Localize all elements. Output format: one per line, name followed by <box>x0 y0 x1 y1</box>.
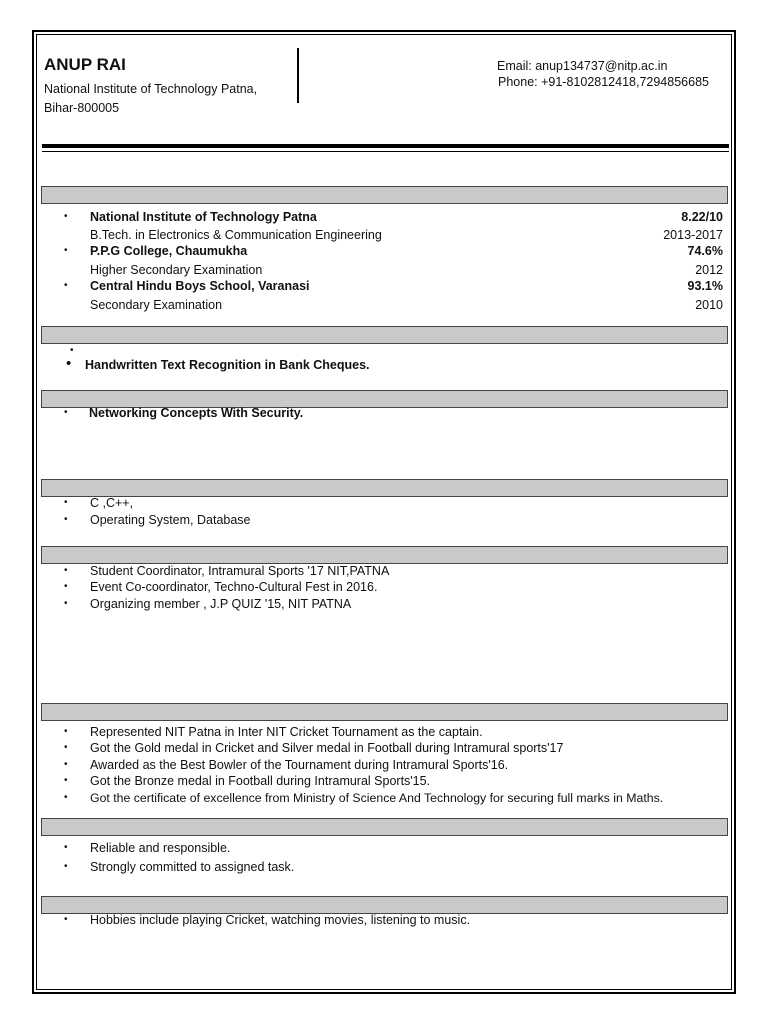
achievement-item <box>0 758 768 774</box>
strength-text: Strongly committed to assigned task. <box>90 860 295 874</box>
education-detail <box>0 228 768 244</box>
achievement-text: Got the Bronze medal in Football during Intramural Sports'15. <box>90 774 431 788</box>
bullet: • <box>64 861 68 872</box>
bullet: • <box>64 581 68 592</box>
achievement-item <box>0 774 768 790</box>
section-bar-strengths <box>41 818 728 836</box>
bullet: • <box>64 514 68 525</box>
bullet: • <box>64 565 68 576</box>
header-divider <box>297 48 299 103</box>
bullet: • <box>64 497 68 508</box>
bullet: • <box>64 407 68 418</box>
institute-line: National Institute of Technology Patna, <box>44 82 258 96</box>
section-bar-skills <box>41 479 728 497</box>
bullet: • <box>64 726 68 737</box>
bullet: • <box>70 345 74 356</box>
achievement-text: Represented NIT Patna in Inter NIT Cricket Tournament as the captain. <box>90 725 483 739</box>
achievement-text: Awarded as the Best Bowler of the Tournament during Intramural Sports'16. <box>90 758 509 772</box>
hobby-text: Hobbies include playing Cricket, watching movies, listening to music. <box>90 913 471 927</box>
header-rule-thin <box>42 151 729 152</box>
bullet: • <box>64 211 68 222</box>
section-bar-hobbies <box>41 896 728 914</box>
position-text: Organizing member , J.P QUIZ '15, NIT PATNA <box>90 597 352 611</box>
achievement-item <box>0 725 768 741</box>
position-item <box>0 564 768 580</box>
project-title: Handwritten Text Recognition in Bank Cheques. <box>85 358 370 372</box>
contact-block <box>497 58 709 90</box>
degree: B.Tech. in Electronics & Communication Engineering <box>90 228 382 242</box>
position-item <box>0 597 768 613</box>
address-block <box>44 80 257 118</box>
year: 2013-2017 <box>663 228 723 242</box>
position-text: Student Coordinator, Intramural Sports '17 NIT,PATNA <box>90 564 390 578</box>
bullet: • <box>64 245 68 256</box>
strength-item <box>0 841 768 857</box>
bullet: • <box>64 598 68 609</box>
achievement-item <box>0 791 768 807</box>
skill-item <box>0 496 768 512</box>
training-title: Networking Concepts With Security. <box>89 406 304 420</box>
score: 74.6% <box>687 244 723 258</box>
achievement-text: Got the certificate of excellence from Ministry of Science And Technology for securing full marks in Maths. <box>90 791 664 805</box>
hobby-item <box>0 913 768 929</box>
achievement-item <box>0 741 768 757</box>
strength-item <box>0 860 768 876</box>
year: 2012 <box>695 263 723 277</box>
section-bar-positions <box>41 546 728 564</box>
achievement-text: Got the Gold medal in Cricket and Silver medal in Football during Intramural sports'17 <box>90 741 564 755</box>
project-item <box>0 355 768 374</box>
phone-line: Phone: +91-8102812418,7294856685 <box>498 75 709 89</box>
candidate-name: ANUP RAI <box>44 55 126 74</box>
email-line: Email: anup134737@nitp.ac.in <box>497 59 668 73</box>
address-line: Bihar-800005 <box>44 101 120 115</box>
score: 93.1% <box>687 279 723 293</box>
education-detail <box>0 298 768 314</box>
bullet: • <box>64 742 68 753</box>
strength-text: Reliable and responsible. <box>90 841 231 855</box>
bullet: • <box>64 842 68 853</box>
position-text: Event Co-coordinator, Techno-Cultural Fest in 2016. <box>90 580 378 594</box>
bullet: • <box>64 914 68 925</box>
training-item <box>0 406 768 422</box>
education-item <box>0 210 768 226</box>
bullet: • <box>66 355 72 372</box>
skill-item <box>0 513 768 529</box>
skill-text: C ,C++, <box>90 496 134 510</box>
education-item <box>0 244 768 260</box>
school-name: National Institute of Technology Patna <box>90 210 317 224</box>
section-bar-education <box>41 186 728 204</box>
school-name: P.P.G College, Chaumukha <box>90 244 248 258</box>
year: 2010 <box>695 298 723 312</box>
school-name: Central Hindu Boys School, Varanasi <box>90 279 310 293</box>
degree: Secondary Examination <box>90 298 223 312</box>
bullet: • <box>64 280 68 291</box>
section-bar-achievements <box>41 703 728 721</box>
skill-text: Operating System, Database <box>90 513 251 527</box>
degree: Higher Secondary Examination <box>90 263 263 277</box>
education-detail <box>0 263 768 279</box>
bullet: • <box>64 775 68 786</box>
section-bar-project <box>41 326 728 344</box>
bullet: • <box>64 759 68 770</box>
header-rule <box>42 144 729 148</box>
education-item <box>0 279 768 295</box>
score: 8.22/10 <box>681 210 723 224</box>
position-item <box>0 580 768 596</box>
bullet: • <box>64 792 68 803</box>
